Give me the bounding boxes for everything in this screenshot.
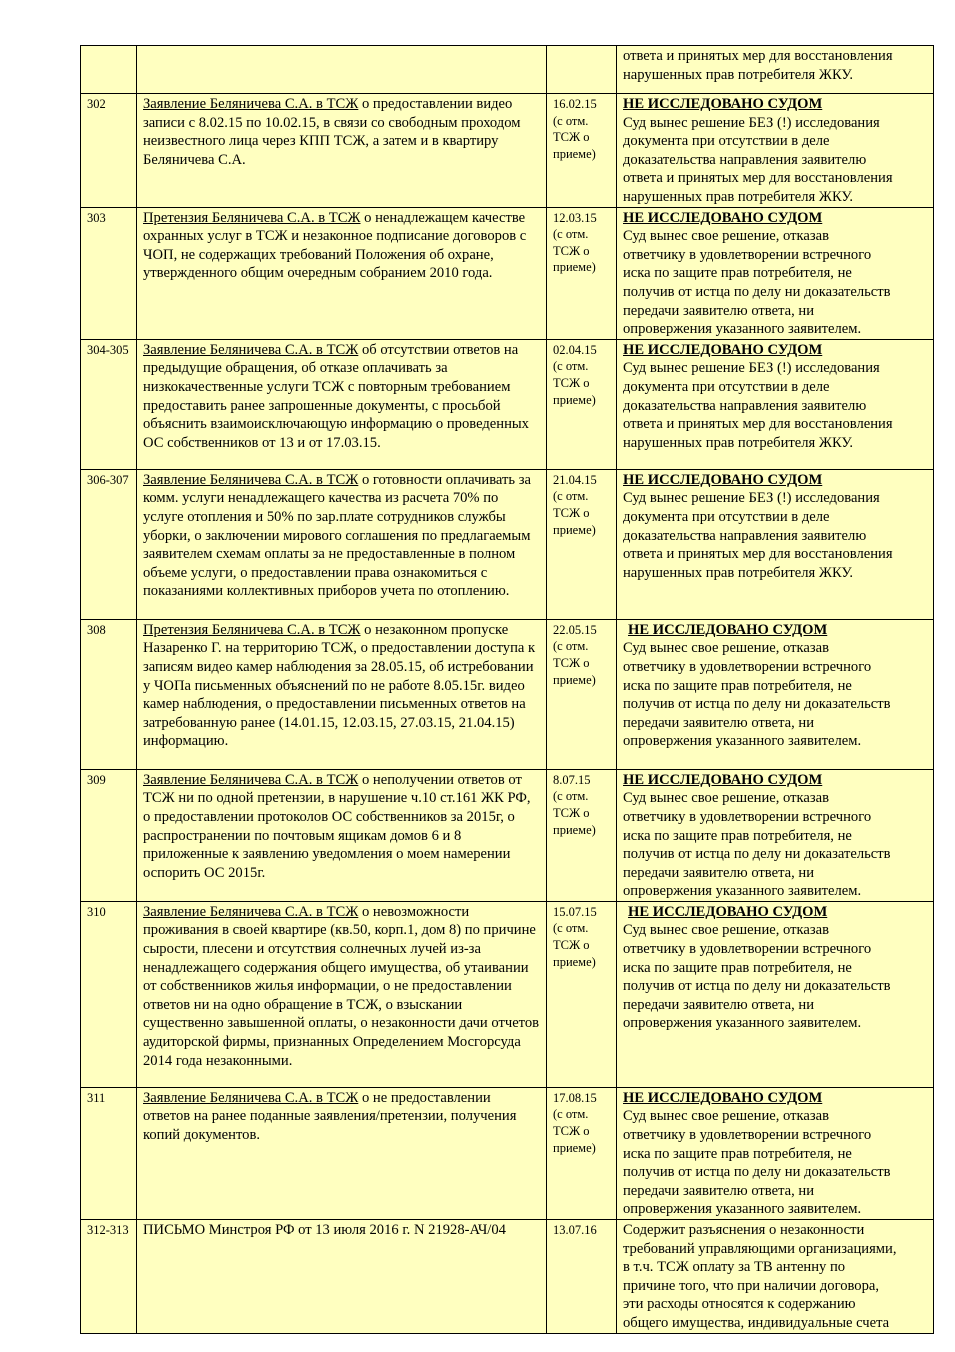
row-number-text: 310 <box>87 904 106 919</box>
document-title-link[interactable]: Претензия Беляничева С.А. в ТСЖ <box>143 209 361 226</box>
comment-line: документа при отсутствии в деле <box>623 133 830 150</box>
table-row <box>81 1087 934 1219</box>
date-note: (с отм. ТСЖ о приеме) <box>553 1107 596 1155</box>
date-note: (с отм. ТСЖ о приеме) <box>553 113 596 161</box>
court-comment <box>617 339 934 469</box>
comment-line: передачи заявителю ответа, ни <box>623 302 815 319</box>
court-status-heading: НЕ ИССЛЕДОВАНО СУДОМ <box>628 621 828 638</box>
comment-line: передачи заявителю ответа, ни <box>623 996 815 1013</box>
document-description: об отсутствии ответов на предыдущие обращения, об отказе оплачивать за низкокачественные услуги ТСЖ с повторным требованием предоставить ранее запрошенные документы, с просьбой объяснить взаимоисключающую информацию о проведенных ОС собственников от 13 и от 17.03.15. <box>143 341 529 451</box>
comment-line: доказательства направления заявителю <box>623 151 867 168</box>
comment-line: иска по защите прав потребителя, не <box>623 959 852 976</box>
document-date <box>547 619 617 769</box>
document-subject <box>137 94 547 208</box>
date-note: (с отм. ТСЖ о приеме) <box>553 921 596 969</box>
document-date <box>547 46 617 94</box>
table-row <box>81 469 934 619</box>
comment-line: Суд вынес решение БЕЗ (!) исследования <box>623 360 880 377</box>
document-description: о готовности оплачивать за комм. услуги ненадлежащего качества из расчета 70% по услуге отопления и 50% по зар.плате сотрудников службы уборки, о заключении мирового соглашения по предлагаемым заявителем схемам оплаты за не предоставленные в полном объеме услуги, о предоставлении права ознакомиться с показаниями коллективных приборов учета по отоплению. <box>143 471 531 600</box>
comment-line: причине того, что при наличии договора, <box>623 1277 880 1294</box>
comment-line: Суд вынес свое решение, отказав <box>623 922 830 939</box>
comment-line: опровержения указанного заявителем. <box>623 733 862 750</box>
document-subject <box>137 769 547 901</box>
document-subject <box>137 339 547 469</box>
table-row <box>81 46 934 94</box>
document-title-link[interactable]: Заявление Беляничева С.А. в ТСЖ <box>143 1089 359 1106</box>
comment-line: в т.ч. ТСЖ оплату за ТВ антенну по <box>623 1259 846 1276</box>
court-comment <box>617 469 934 619</box>
row-number <box>81 619 137 769</box>
date-text: 21.04.15 <box>553 472 597 487</box>
document-date <box>547 339 617 469</box>
document-subject <box>137 901 547 1087</box>
document-date <box>547 769 617 901</box>
row-number <box>81 901 137 1087</box>
comment-line: иска по защите прав потребителя, не <box>623 265 852 282</box>
comment-line: Суд вынес свое решение, отказав <box>623 1108 830 1125</box>
row-number <box>81 94 137 208</box>
document-date <box>547 901 617 1087</box>
document-subject <box>137 619 547 769</box>
table-row <box>81 339 934 469</box>
date-text: 13.07.16 <box>553 1223 597 1238</box>
row-number <box>81 469 137 619</box>
comment-line: ответчику в удовлетворении встречного <box>623 941 872 958</box>
comment-line: ответчику в удовлетворении встречного <box>623 246 872 263</box>
row-number-text: 304-305 <box>87 342 129 357</box>
comment-line: доказательства направления заявителю <box>623 397 867 414</box>
court-comment <box>617 1220 934 1334</box>
comment-line: общего имущества, индивидуальные счета <box>623 1315 890 1331</box>
row-number <box>81 1220 137 1334</box>
table-row <box>81 769 934 901</box>
comment-line: иска по защите прав потребителя, не <box>623 1145 852 1162</box>
document-title-link[interactable]: Заявление Беляничева С.А. в ТСЖ <box>143 96 359 112</box>
court-status-heading: НЕ ИССЛЕДОВАНО СУДОМ <box>623 209 823 226</box>
date-text: 8.07.15 <box>553 772 591 787</box>
comment-line: Суд вынес решение БЕЗ (!) исследования <box>623 490 880 507</box>
date-text: 15.07.15 <box>553 904 597 919</box>
comment-line: эти расходы относятся к содержанию <box>623 1296 856 1313</box>
court-comment <box>617 901 934 1087</box>
court-status-heading: НЕ ИССЛЕДОВАНО СУДОМ <box>623 1089 823 1106</box>
document-title-link[interactable]: Претензия Беляничева С.А. в ТСЖ <box>143 621 361 638</box>
comment-line: опровержения указанного заявителем. <box>623 883 862 900</box>
date-text: 12.03.15 <box>553 210 597 225</box>
comment-line: иска по защите прав потребителя, не <box>623 827 852 844</box>
document-subject <box>137 46 547 94</box>
document-date <box>547 94 617 208</box>
row-number-text: 312-313 <box>87 1223 129 1238</box>
row-number <box>81 46 137 94</box>
comment-line: получив от истца по делу ни доказательств <box>623 1164 891 1181</box>
comment-line: ответа и принятых мер для восстановления <box>623 48 893 64</box>
table-row <box>81 207 934 339</box>
comment-line: ответчику в удовлетворении встречного <box>623 658 872 675</box>
date-note: (с отм. ТСЖ о приеме) <box>553 227 596 275</box>
comment-line: передачи заявителю ответа, ни <box>623 864 815 881</box>
comment-line: требований управляющими организациями, <box>623 1240 897 1257</box>
court-comment <box>617 46 934 94</box>
date-note: (с отм. ТСЖ о приеме) <box>553 359 596 407</box>
comment-line: доказательства направления заявителю <box>623 527 867 544</box>
comment-line: иска по защите прав потребителя, не <box>623 677 852 694</box>
court-comment <box>617 619 934 769</box>
document-date <box>547 1220 617 1334</box>
court-status-heading: НЕ ИССЛЕДОВАНО СУДОМ <box>623 96 823 112</box>
document-subject <box>137 469 547 619</box>
comment-line: Содержит разъяснения о незаконности <box>623 1222 865 1239</box>
document-title-link[interactable]: Заявление Беляничева С.А. в ТСЖ <box>143 903 359 920</box>
comment-line: нарушенных прав потребителя ЖКУ. <box>623 564 853 581</box>
court-status-heading: НЕ ИССЛЕДОВАНО СУДОМ <box>623 471 823 488</box>
document-title-link[interactable]: Заявление Беляничева С.А. в ТСЖ <box>143 341 359 358</box>
row-number <box>81 339 137 469</box>
court-comment <box>617 769 934 901</box>
document-description: о ненадлежащем качестве охранных услуг в ТСЖ и незаконное подписание договоров с ЧОП, не содержащих требований Положения об охране, утвержденного общим очередным собранием 2010 года. <box>143 209 527 282</box>
row-number-text: 303 <box>87 210 106 225</box>
comment-line: документа при отсутствии в деле <box>623 508 830 525</box>
row-number <box>81 1087 137 1219</box>
row-number-text: 308 <box>87 622 106 637</box>
date-text: 17.08.15 <box>553 1090 597 1105</box>
document-date <box>547 1087 617 1219</box>
court-comment <box>617 1087 934 1219</box>
table-row <box>81 619 934 769</box>
comment-line: ответа и принятых мер для восстановления <box>623 546 893 563</box>
document-date <box>547 207 617 339</box>
table-row <box>81 901 934 1087</box>
comment-line: документа при отсутствии в деле <box>623 378 830 395</box>
row-number-text: 309 <box>87 772 106 787</box>
document-description: о невозможности проживания в своей квартире (кв.50, корп.1, дом 8) по причине сырости, плесени и отсутствия солнечных лучей из-за ненадлежащего содержания общего имущества, об утаивании от собственников жилья информации, о не предоставлении ответов ни на одно обращение в ТСЖ, о взыскании существенно завышенной оплаты, о незаконности дачи отчетов аудиторской фирмы, признанных Определением Мосгорсуда 2014 года незаконными. <box>143 903 540 1069</box>
comment-line: Суд вынес свое решение, отказав <box>623 790 830 807</box>
document-description: ПИСЬМО Минстроя РФ от 13 июля 2016 г. N 21928-АЧ/04 <box>143 1222 506 1239</box>
row-number-text: 306-307 <box>87 472 129 487</box>
comment-line: Суд вынес решение БЕЗ (!) исследования <box>623 114 880 131</box>
row-number <box>81 769 137 901</box>
comment-line: опровержения указанного заявителем. <box>623 1015 862 1032</box>
date-text: 22.05.15 <box>553 622 597 637</box>
comment-line: нарушенных прав потребителя ЖКУ. <box>623 66 853 83</box>
document-subject <box>137 1220 547 1334</box>
comment-line: получив от истца по делу ни доказательств <box>623 846 891 863</box>
table-row <box>81 94 934 208</box>
row-number <box>81 207 137 339</box>
table-row <box>81 1220 934 1334</box>
document-table <box>80 45 934 1334</box>
comment-line: Суд вынес свое решение, отказав <box>623 228 830 245</box>
comment-line: нарушенных прав потребителя ЖКУ. <box>623 188 853 205</box>
comment-line: опровержения указанного заявителем. <box>623 1201 862 1218</box>
comment-line: передачи заявителю ответа, ни <box>623 1182 815 1199</box>
comment-line: получив от истца по делу ни доказательств <box>623 283 891 300</box>
comment-line: передачи заявителю ответа, ни <box>623 714 815 731</box>
date-note: (с отм. ТСЖ о приеме) <box>553 489 596 537</box>
date-note: (с отм. ТСЖ о приеме) <box>553 639 596 687</box>
comment-line: получив от истца по делу ни доказательств <box>623 978 891 995</box>
date-note: (с отм. ТСЖ о приеме) <box>553 789 596 837</box>
document-date <box>547 469 617 619</box>
comment-line: ответа и принятых мер для восстановления <box>623 416 893 433</box>
document-title-link[interactable]: Заявление Беляничева С.А. в ТСЖ <box>143 771 359 788</box>
document-table-body <box>81 46 934 1334</box>
court-status-heading: НЕ ИССЛЕДОВАНО СУДОМ <box>628 903 828 920</box>
document-description: о незаконном пропуске Назаренко Г. на территорию ТСЖ, о предоставлении доступа к записям видео камер наблюдения за 28.05.15, об истребовании у ЧОПа письменных объяснений по не работе 8.05.15г. видео камер наблюдения, о предоставлении письменных ответов на затребованную ранее (14.01.15, 12.03.15, 27.03.15, 21.04.15) информацию. <box>143 621 536 750</box>
comment-line: ответчику в удовлетворении встречного <box>623 808 872 825</box>
court-comment <box>617 207 934 339</box>
comment-line: получив от истца по делу ни доказательств <box>623 696 891 713</box>
document-description: о предоставлении видео записи с 8.02.15 по 10.02.15, в связи со свободным проходом неизвестного лица через КПП ТСЖ, а затем и в квартиру Беляничева С.А. <box>143 96 521 168</box>
date-text: 02.04.15 <box>553 342 597 357</box>
document-subject <box>137 1087 547 1219</box>
row-number-text: 302 <box>87 97 106 111</box>
comment-line: опровержения указанного заявителем. <box>623 321 862 338</box>
court-status-heading: НЕ ИССЛЕДОВАНО СУДОМ <box>623 341 823 358</box>
document-title-link[interactable]: Заявление Беляничева С.А. в ТСЖ <box>143 471 359 488</box>
document-subject <box>137 207 547 339</box>
comment-line: ответчику в удовлетворении встречного <box>623 1127 872 1144</box>
document-description: о не предоставлении ответов на ранее поданные заявления/претензии, получения копий документов. <box>143 1089 517 1144</box>
comment-line: нарушенных прав потребителя ЖКУ. <box>623 434 853 451</box>
row-number-text: 311 <box>87 1090 106 1105</box>
court-comment <box>617 94 934 208</box>
court-status-heading: НЕ ИССЛЕДОВАНО СУДОМ <box>623 771 823 788</box>
comment-line: Суд вынес свое решение, отказав <box>623 640 830 657</box>
date-text: 16.02.15 <box>553 97 597 111</box>
document-description: о неполучении ответов от ТСЖ ни по одной претензии, в нарушение ч.10 ст.161 ЖК РФ, о предоставлении протоколов ОС собственников за 2015г, о распространении по почтовым ящикам домов 6 и 8 приложенные к заявлению уведомления о моем намерении оспорить ОС 2015г. <box>143 771 531 881</box>
comment-line: ответа и принятых мер для восстановления <box>623 170 893 187</box>
